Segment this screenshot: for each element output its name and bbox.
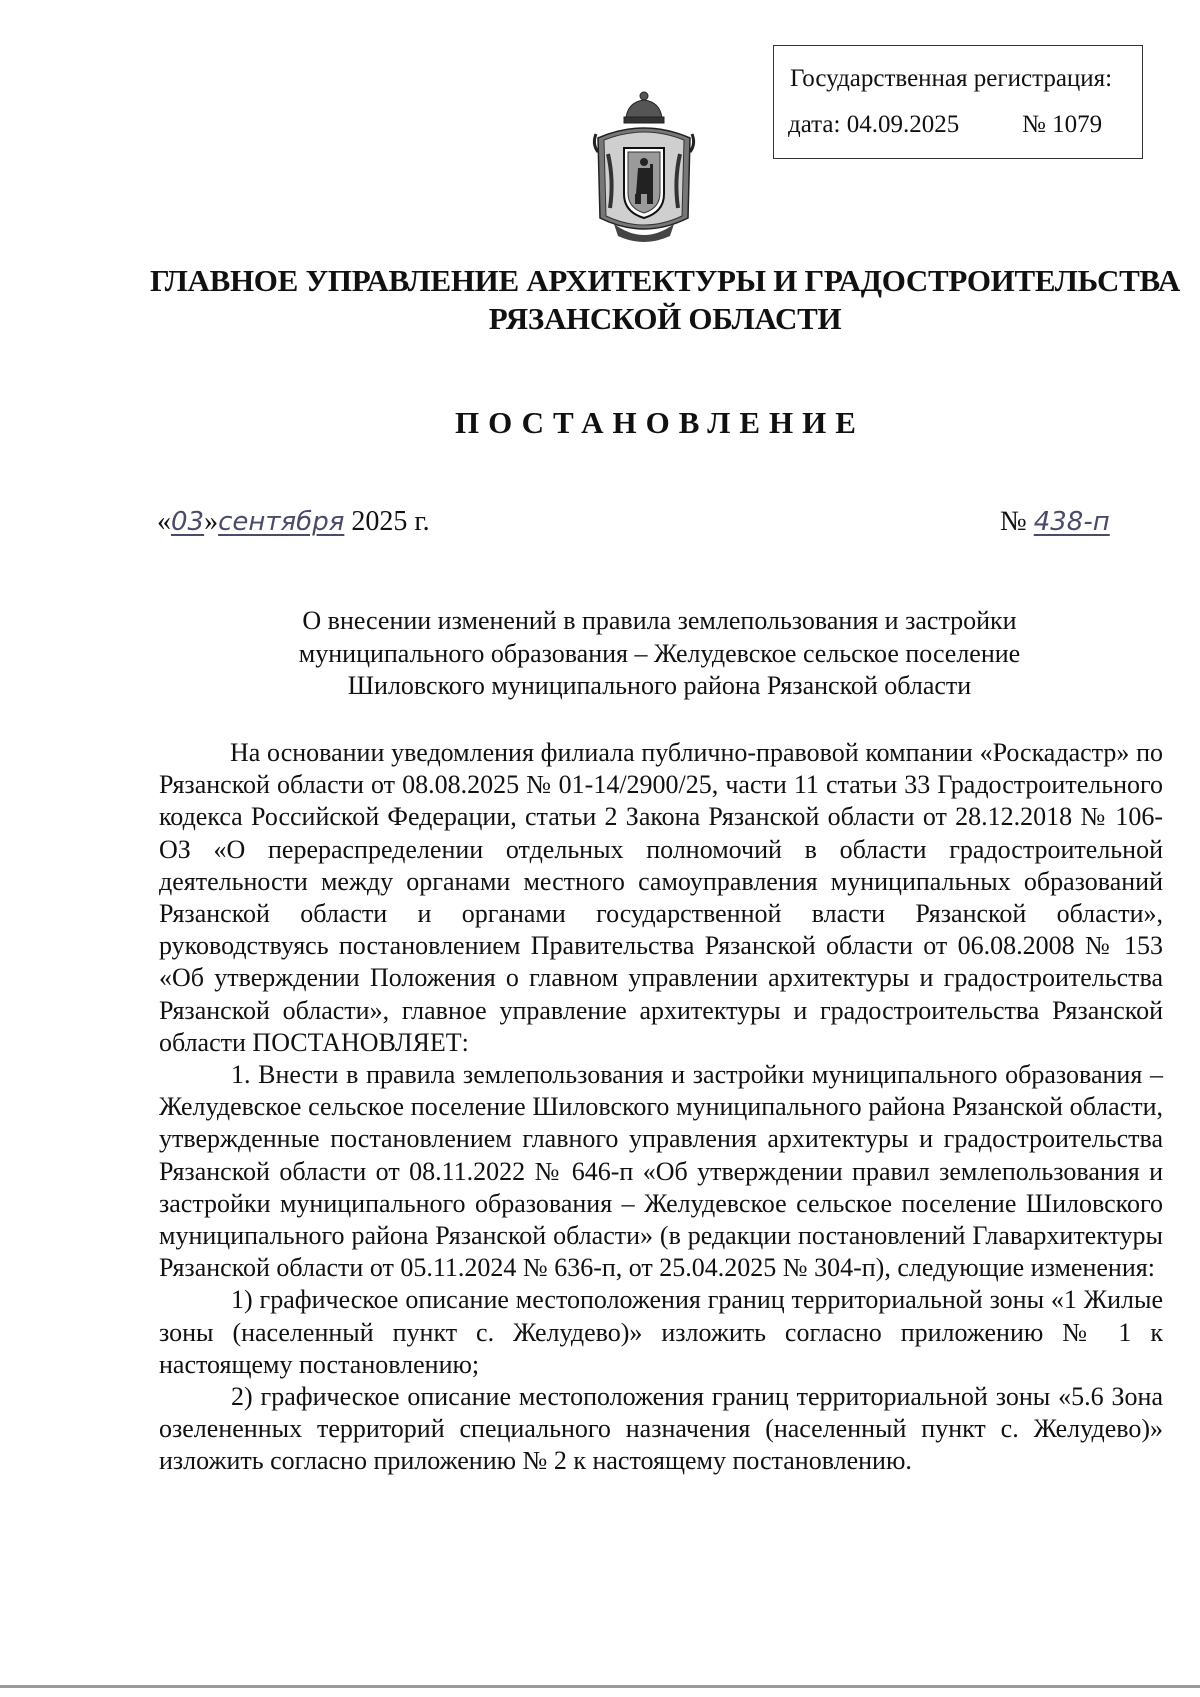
date-day-handwritten: 03 xyxy=(171,507,205,537)
document-date xyxy=(157,506,430,538)
subitem-1-paragraph: 1) графическое описание местоположения границ территориальной зоны «1 Жилые зоны (населенный пункт с. Желудево)» изложить согласно приложению № 1 к настоящему постановлению; xyxy=(159,1285,1163,1379)
coat-of-arms-icon xyxy=(584,90,704,248)
date-month-handwritten: сентября xyxy=(218,507,345,537)
item-1-paragraph: 1. Внести в правила землепользования и застройки муниципального образования – Желудевское сельское поселение Шиловского муниципального района Рязанской области, утвержденные постановлением главного управления архитектуры и градостроительства Рязанской области от 08.11.2022 № 646-п «Об утверждении правил землепользования и застройки муниципального образования – Желудевское сельское поселение Шиловского муниципального района Рязанской области» (в редакции постановлений Главархитектуры Рязанской области от 05.11.2024 № 636-п, от 25.04.2025 № 304-п), следующие изменения: xyxy=(159,1060,1163,1283)
date-year: 2025 г. xyxy=(351,506,430,537)
preamble-paragraph: На основании уведомления филиала публично-правовой компании «Роскадастр» по Рязанской области от 08.08.2025 № 01-14/2900/25, части 11 статьи 33 Градостроительного кодекса Российской Федерации, статьи 2 Закона Рязанской области от 28.12.2018 № 106-ОЗ «О перераспределении отдельных полномочий в области градостроительной деятельности между органами местного самоуправления муниципальных образований Рязанской области и органами государственной власти Рязанской области», руководствуясь постановлением Правительства Рязанской области от 06.08.2008 № 153 «Об утверждении Положения о главном управлении архитектуры и градостроительства Рязанской области», главное управление архитектуры и градостроительства Рязанской области ПОСТАНОВЛЯЕТ: xyxy=(159,738,1163,1057)
document-subject xyxy=(157,605,1162,703)
date-close-quote: » xyxy=(204,506,219,537)
subitem-2-paragraph: 2) графическое описание местоположения границ территориальной зоны «5.6 Зона озелененных территорий специального назначения (населенный пункт с. Желудево)» изложить согласно приложению № 2 к настоящему постановлению. xyxy=(159,1382,1163,1476)
number-prefix: № xyxy=(1000,506,1027,537)
subject-line2: муниципального образования – Желудевское сельское поселение xyxy=(298,638,1021,668)
document-type-title: ПОСТАНОВЛЕНИЕ xyxy=(455,405,865,440)
document-number xyxy=(1000,506,1110,538)
registration-date: дата: 04.09.2025 xyxy=(788,111,960,138)
date-open-quote: « xyxy=(157,506,171,537)
agency-name-line1: ГЛАВНОЕ УПРАВЛЕНИЕ АРХИТЕКТУРЫ И ГРАДОСТРОИТЕЛЬСТВА xyxy=(149,263,1180,298)
subject-line1: О внесении изменений в правила землепользования и застройки xyxy=(302,606,1017,635)
registration-title: Государственная регистрация: xyxy=(790,65,1113,92)
document-body xyxy=(159,737,1163,1478)
number-handwritten: 438-п xyxy=(1033,507,1110,537)
subject-line3: Шиловского муниципального района Рязанской области xyxy=(347,671,972,700)
agency-name-line2: РЯЗАНСКОЙ ОБЛАСТИ xyxy=(488,301,842,336)
page-bottom-edge xyxy=(0,1685,1200,1688)
registration-number: № 1079 xyxy=(1022,111,1103,138)
agency-name xyxy=(100,262,1200,338)
registration-stamp-box xyxy=(773,45,1143,159)
